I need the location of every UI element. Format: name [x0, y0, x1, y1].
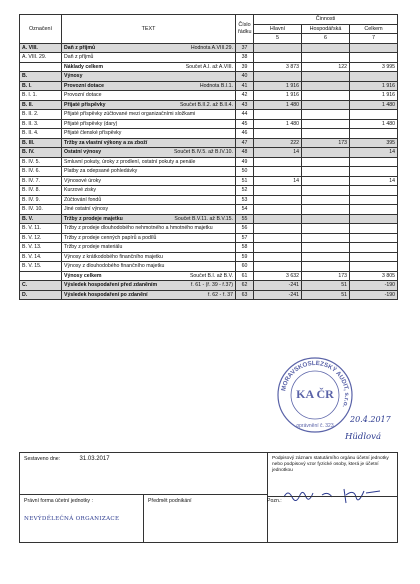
- row-celkem: 1 480: [350, 119, 398, 129]
- table-row: [20, 138, 398, 148]
- row-number: 63: [236, 290, 254, 300]
- row-label: Výnosy: [64, 73, 83, 79]
- row-hlavni: 1 480: [254, 119, 302, 129]
- table-row: [20, 100, 398, 110]
- row-number: 39: [236, 62, 254, 72]
- row-hospodarska: [302, 53, 350, 63]
- row-hospodarska: [302, 100, 350, 110]
- row-code: B. II. 3.: [20, 119, 62, 129]
- row-hlavni: [254, 129, 302, 139]
- row-code: B. I.: [20, 81, 62, 91]
- row-code: B. IV. 10.: [20, 205, 62, 215]
- row-number: 58: [236, 243, 254, 253]
- row-formula: Součet A.I. až A.VIII.: [185, 63, 233, 70]
- row-hospodarska: [302, 81, 350, 91]
- row-hospodarska: [302, 195, 350, 205]
- row-label: Jiné ostatní výnosy: [64, 206, 109, 212]
- row-celkem: [350, 186, 398, 196]
- row-hlavni: 1 916: [254, 91, 302, 101]
- row-celkem: 3 805: [350, 271, 398, 281]
- row-celkem: 14: [350, 148, 398, 158]
- row-text: [62, 214, 236, 224]
- row-code: B. II. 2.: [20, 110, 62, 120]
- stamp-number: oprávnění č. 323: [296, 423, 334, 429]
- row-number: 50: [236, 167, 254, 177]
- row-number: 42: [236, 91, 254, 101]
- row-label: Smluvní pokuty, úroky z prodlení, ostatní pokuty a penále: [64, 158, 196, 165]
- table-row: [20, 62, 398, 72]
- income-statement-table: [19, 14, 398, 300]
- row-text: [62, 205, 236, 215]
- row-number: 38: [236, 53, 254, 63]
- predmet-cell: [144, 495, 268, 543]
- table-row: [20, 119, 398, 129]
- row-code: B. V. 11.: [20, 224, 62, 234]
- row-celkem: 1 916: [350, 81, 398, 91]
- row-code: B. IV. 9.: [20, 195, 62, 205]
- row-text: [62, 157, 236, 167]
- handwritten-signature: Hüdlová: [345, 432, 382, 442]
- row-number: 41: [236, 81, 254, 91]
- row-number: 40: [236, 72, 254, 82]
- row-label: Tržby z prodeje materiálu: [64, 244, 123, 250]
- row-hlavni: [254, 214, 302, 224]
- row-formula: Součet B.IV.5. až B.IV.10.: [173, 149, 233, 155]
- row-text: [62, 148, 236, 158]
- row-label: Provozní dotace: [64, 82, 105, 89]
- row-number: 61: [236, 271, 254, 281]
- row-label: Výnosové úroky: [64, 177, 101, 184]
- row-hospodarska: [302, 214, 350, 224]
- row-hospodarska: [302, 43, 350, 53]
- row-text: [62, 129, 236, 139]
- row-celkem: [350, 129, 398, 139]
- col-oznaceni: Označení: [20, 15, 62, 44]
- row-formula: ř. 61 - (ř. 39 - ř.37): [190, 282, 233, 288]
- row-label: Přijaté členské příspěvky: [64, 130, 122, 136]
- row-label: Tržby z prodeje majetku: [64, 215, 123, 222]
- row-celkem: 3 995: [350, 62, 398, 72]
- row-hospodarska: [302, 157, 350, 167]
- row-hlavni: 3 873: [254, 62, 302, 72]
- table-row: [20, 224, 398, 234]
- row-celkem: [350, 157, 398, 167]
- row-celkem: [350, 214, 398, 224]
- col-num-7: 7: [350, 34, 398, 44]
- row-label: Náklady celkem: [64, 63, 103, 70]
- row-celkem: [350, 233, 398, 243]
- row-celkem: 1 480: [350, 100, 398, 110]
- row-hlavni: [254, 205, 302, 215]
- row-code: B. V.: [20, 214, 62, 224]
- statutory-signature: [280, 483, 390, 505]
- row-label: Daň z příjmů: [64, 54, 94, 60]
- row-hlavni: 14: [254, 148, 302, 158]
- table-row: [20, 252, 398, 262]
- row-formula: Součet B.V.11. až B.V.15.: [174, 215, 233, 222]
- row-number: 59: [236, 252, 254, 262]
- row-number: 51: [236, 176, 254, 186]
- table-row: [20, 91, 398, 101]
- row-celkem: [350, 262, 398, 272]
- pravni-forma-label: Právní forma účetní jednotky :: [24, 498, 93, 504]
- row-code: B. V. 15.: [20, 262, 62, 272]
- row-hlavni: [254, 224, 302, 234]
- row-hlavni: [254, 262, 302, 272]
- row-text: [62, 290, 236, 300]
- row-hospodarska: 173: [302, 271, 350, 281]
- row-hlavni: [254, 252, 302, 262]
- row-hospodarska: [302, 252, 350, 262]
- row-text: [62, 138, 236, 148]
- row-hlavni: -241: [254, 281, 302, 291]
- row-text: [62, 53, 236, 63]
- row-text: [62, 167, 236, 177]
- row-celkem: -190: [350, 281, 398, 291]
- row-hlavni: -241: [254, 290, 302, 300]
- row-label: Tržby za vlastní výkony a za zboží: [64, 139, 148, 146]
- row-hlavni: [254, 53, 302, 63]
- table-row: [20, 195, 398, 205]
- row-number: 47: [236, 138, 254, 148]
- row-code: B. II. 4.: [20, 129, 62, 139]
- row-hospodarska: [302, 205, 350, 215]
- row-number: 49: [236, 157, 254, 167]
- row-hlavni: 3 632: [254, 271, 302, 281]
- row-number: 60: [236, 262, 254, 272]
- row-label: Výnosy z krátkodobého finančního majetku: [64, 253, 163, 260]
- stamp-ring-text: MORAVSKOSLEZSKÝ AUDIT, s.r.o.: [280, 359, 351, 409]
- row-formula: Součet B.I. až B.V.: [189, 272, 233, 279]
- row-code: B. V. 14.: [20, 252, 62, 262]
- table-row: [20, 43, 398, 53]
- row-label: Výsledek hospodaření po zdanění: [64, 291, 148, 298]
- row-number: 53: [236, 195, 254, 205]
- table-row: [20, 214, 398, 224]
- row-celkem: [350, 167, 398, 177]
- row-celkem: [350, 252, 398, 262]
- row-hospodarska: 122: [302, 62, 350, 72]
- row-label: Výsledek hospodaření před zdaněním: [64, 282, 158, 288]
- row-number: 46: [236, 129, 254, 139]
- row-hospodarska: [302, 167, 350, 177]
- row-code: D.: [20, 290, 62, 300]
- table-row: [20, 157, 398, 167]
- table-row: [20, 281, 398, 291]
- row-number: 54: [236, 205, 254, 215]
- footer-table: [19, 452, 398, 543]
- row-number: 37: [236, 43, 254, 53]
- row-hospodarska: [302, 186, 350, 196]
- col-text: TEXT: [62, 15, 236, 44]
- row-celkem: [350, 110, 398, 120]
- pozn-label: Pozn.:: [267, 498, 282, 504]
- row-text: [62, 233, 236, 243]
- row-celkem: 395: [350, 138, 398, 148]
- row-code: [20, 271, 62, 281]
- row-hlavni: [254, 43, 302, 53]
- row-celkem: [350, 43, 398, 53]
- row-text: [62, 252, 236, 262]
- row-hlavni: 222: [254, 138, 302, 148]
- table-row: [20, 148, 398, 158]
- pravni-forma-cell: [20, 495, 144, 543]
- pravni-forma-value: NEVÝDĚLEČNÁ ORGANIZACE: [24, 516, 120, 522]
- table-row: [20, 290, 398, 300]
- auditor-stamp: [275, 355, 355, 435]
- pozn-divider: [267, 496, 397, 497]
- row-label: Přijaté příspěvky (dary): [64, 120, 118, 127]
- row-hospodarska: [302, 110, 350, 120]
- row-number: 56: [236, 224, 254, 234]
- row-hlavni: [254, 167, 302, 177]
- row-celkem: -190: [350, 290, 398, 300]
- row-code: B. V. 12.: [20, 233, 62, 243]
- row-text: [62, 243, 236, 253]
- row-code: B. IV. 7.: [20, 176, 62, 186]
- table-row: [20, 262, 398, 272]
- row-celkem: [350, 224, 398, 234]
- row-code: B. IV.: [20, 148, 62, 158]
- table-row: [20, 271, 398, 281]
- row-number: 52: [236, 186, 254, 196]
- row-hospodarska: [302, 148, 350, 158]
- row-text: [62, 176, 236, 186]
- col-hlavni: Hlavní: [254, 24, 302, 34]
- table-row: [20, 243, 398, 253]
- row-text: [62, 91, 236, 101]
- row-number: 55: [236, 214, 254, 224]
- row-label: Daň z příjmů: [64, 44, 96, 51]
- row-text: [62, 281, 236, 291]
- row-text: [62, 100, 236, 110]
- row-formula: Hodnota B.I.1.: [199, 82, 233, 89]
- row-number: 62: [236, 281, 254, 291]
- row-text: [62, 195, 236, 205]
- col-celkem: Celkem: [350, 24, 398, 34]
- row-hospodarska: 173: [302, 138, 350, 148]
- podpis-cell: [268, 453, 398, 543]
- row-code: C.: [20, 281, 62, 291]
- row-hospodarska: 51: [302, 290, 350, 300]
- row-text: [62, 110, 236, 120]
- row-code: A. VIII.: [20, 43, 62, 53]
- row-text: [62, 271, 236, 281]
- row-hospodarska: [302, 243, 350, 253]
- row-label: Přijaté příspěvky zúčtované mezi organizačními složkami: [64, 111, 196, 117]
- row-code: B. IV. 6.: [20, 167, 62, 177]
- row-text: [62, 262, 236, 272]
- col-num-6: 6: [302, 34, 350, 44]
- row-formula: Hodnota A.VIII.29.: [190, 44, 233, 51]
- row-label: Zúčtování fondů: [64, 196, 102, 203]
- table-row: [20, 53, 398, 63]
- row-code: B. V. 13.: [20, 243, 62, 253]
- col-hospodarska: Hospodářská: [302, 24, 350, 34]
- table-row: [20, 167, 398, 177]
- row-celkem: [350, 72, 398, 82]
- table-row: [20, 233, 398, 243]
- podpis-label: Podpisový záznam statutárního orgánu účetní jednotky nebo podpisový vzor fyzické osoby, která je účetní jednotkou: [272, 456, 389, 473]
- row-code: B.: [20, 72, 62, 82]
- col-cinnosti: Činnosti: [254, 15, 398, 25]
- row-formula: Součet B.II.2. až B.II.4.: [179, 101, 233, 108]
- row-number: 44: [236, 110, 254, 120]
- row-hlavni: [254, 195, 302, 205]
- row-number: 57: [236, 233, 254, 243]
- row-hospodarska: [302, 224, 350, 234]
- row-hlavni: [254, 72, 302, 82]
- row-text: [62, 72, 236, 82]
- table-row: [20, 205, 398, 215]
- col-num-5: 5: [254, 34, 302, 44]
- row-code: B. IV. 5.: [20, 157, 62, 167]
- row-code: B. I. 1.: [20, 91, 62, 101]
- row-hospodarska: [302, 262, 350, 272]
- row-hlavni: 1 480: [254, 100, 302, 110]
- table-row: [20, 186, 398, 196]
- table-row: [20, 81, 398, 91]
- stamp-logo: KA ČR: [296, 387, 334, 401]
- row-number: 45: [236, 119, 254, 129]
- sestaveno-cell: [20, 453, 268, 495]
- row-celkem: 14: [350, 176, 398, 186]
- row-label: Platby za odepsané pohledávky: [64, 168, 138, 174]
- row-formula: ř. 62 - ř. 37: [207, 291, 233, 298]
- table-row: [20, 110, 398, 120]
- row-label: Přijaté příspěvky: [64, 101, 106, 108]
- row-celkem: [350, 53, 398, 63]
- row-text: [62, 81, 236, 91]
- row-code: B. II.: [20, 100, 62, 110]
- row-text: [62, 186, 236, 196]
- table-row: [20, 176, 398, 186]
- row-text: [62, 62, 236, 72]
- row-code: B. III.: [20, 138, 62, 148]
- row-celkem: [350, 195, 398, 205]
- row-text: [62, 224, 236, 234]
- row-label: Výnosy celkem: [64, 272, 102, 279]
- row-hlavni: [254, 243, 302, 253]
- row-hlavni: [254, 233, 302, 243]
- row-hlavni: 14: [254, 176, 302, 186]
- row-hlavni: 1 916: [254, 81, 302, 91]
- row-label: Provozní dotace: [64, 92, 102, 98]
- row-hospodarska: [302, 72, 350, 82]
- row-hlavni: [254, 110, 302, 120]
- table-row: [20, 72, 398, 82]
- row-text: [62, 119, 236, 129]
- row-hospodarska: [302, 233, 350, 243]
- col-cislo: Číslo řádku: [236, 15, 254, 44]
- row-label: Tržby z prodeje dlouhodobého nehmotného a hmotného majetku: [64, 225, 213, 231]
- row-label: Tržby z prodeje cenných papírů a podílů: [64, 234, 157, 241]
- row-hlavni: [254, 186, 302, 196]
- row-hospodarska: [302, 91, 350, 101]
- row-label: Kurzové zisky: [64, 187, 96, 193]
- row-label: Výnosy z dlouhodobého finančního majetku: [64, 263, 165, 269]
- row-celkem: [350, 243, 398, 253]
- row-number: 43: [236, 100, 254, 110]
- row-hlavni: [254, 157, 302, 167]
- sestaveno-value: 31.03.2017: [79, 456, 110, 462]
- row-text: [62, 43, 236, 53]
- row-code: A. VIII. 29.: [20, 53, 62, 63]
- row-code: [20, 62, 62, 72]
- row-hospodarska: [302, 129, 350, 139]
- table-body: [20, 43, 398, 300]
- row-label: Ostatní výnosy: [64, 149, 102, 155]
- sestaveno-label: Sestaveno dne:: [24, 456, 61, 462]
- row-hospodarska: 51: [302, 281, 350, 291]
- predmet-label: Předmět podnikání: [148, 498, 192, 504]
- row-number: 48: [236, 148, 254, 158]
- row-celkem: 1 916: [350, 91, 398, 101]
- row-hospodarska: [302, 176, 350, 186]
- row-celkem: [350, 205, 398, 215]
- row-code: B. IV. 8.: [20, 186, 62, 196]
- row-hospodarska: [302, 119, 350, 129]
- handwritten-date: 20.4.2017: [350, 415, 391, 424]
- table-row: [20, 129, 398, 139]
